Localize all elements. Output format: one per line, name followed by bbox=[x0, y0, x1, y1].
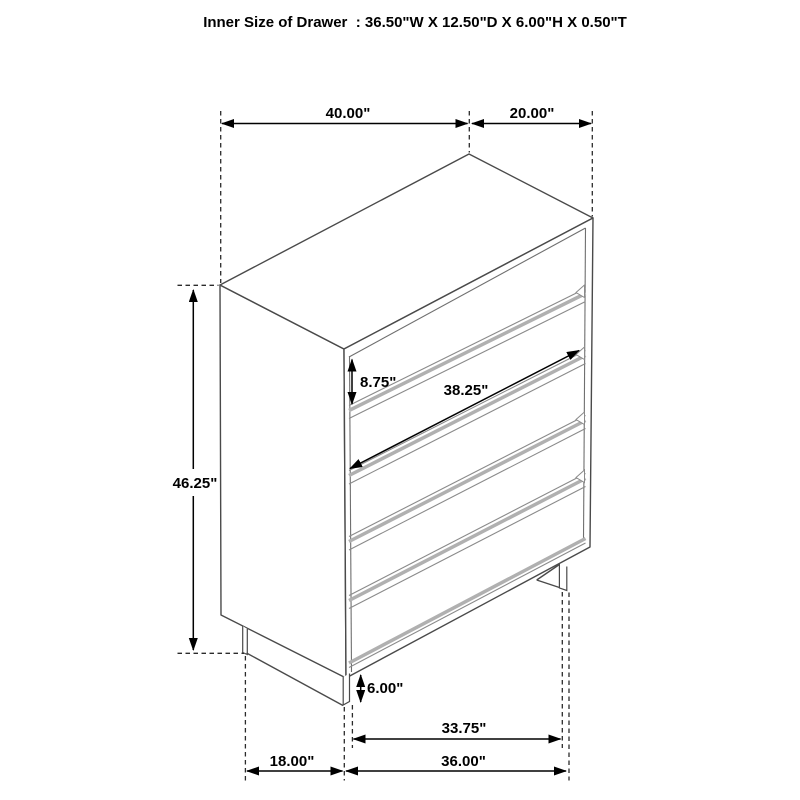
left-leg bbox=[243, 626, 248, 655]
dim-base-inner-label: 33.75" bbox=[441, 720, 487, 737]
chest-outline bbox=[220, 154, 593, 678]
diagram-title: Inner Size of Drawer : 36.50"W X 12.50"D X 6.00"H X 0.50"T bbox=[203, 14, 627, 31]
dim-drawer-width-label: 38.25" bbox=[443, 382, 489, 399]
dim-leg-height-label: 6.00" bbox=[367, 680, 404, 697]
dim-top-width-label: 40.00" bbox=[325, 105, 371, 122]
dim-top-depth-label: 20.00" bbox=[509, 105, 555, 122]
base-rail-right-b bbox=[537, 580, 560, 588]
dim-drawer-height-label: 8.75" bbox=[360, 374, 397, 391]
dim-height-label: 46.25" bbox=[172, 475, 218, 492]
front-leg bbox=[343, 674, 349, 706]
dim-base-width-label: 36.00" bbox=[441, 753, 486, 770]
chest-left-panel bbox=[220, 285, 346, 678]
dim-base-depth-label: 18.00" bbox=[269, 753, 315, 770]
right-leg bbox=[559, 564, 566, 591]
